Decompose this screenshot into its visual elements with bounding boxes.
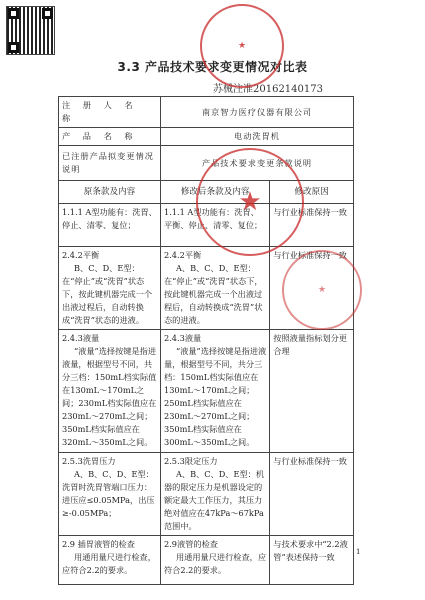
product-row xyxy=(59,128,354,146)
original-cell xyxy=(59,536,161,585)
registrant-value: 南京智力医疗仪器有限公司 xyxy=(160,97,353,128)
modified-text: A、B、C、D、E型：在“停止”或“洗胃”状态下，按此键机器完成一个出液过程后，自动转换成“洗胃”状态的进液。 xyxy=(163,263,263,325)
star-icon: ★ xyxy=(237,41,247,51)
header-reason: 修改原因 xyxy=(270,181,354,204)
star-icon: ★ xyxy=(238,187,262,217)
original-title: 2.5.3洗胃压力 xyxy=(62,456,116,466)
change-value: 产品技术要求变更条款说明 xyxy=(160,146,353,181)
header-modified: 修改后条款及内容 xyxy=(160,181,269,204)
table-row xyxy=(59,453,354,536)
reason-cell: 与行业标准保持一致 xyxy=(270,247,354,330)
company-seal-small xyxy=(282,250,362,330)
original-title: 2.4.2平衡 xyxy=(62,250,100,260)
registration-number: 苏械注准20162140173 xyxy=(213,84,323,95)
reason-cell: 与技术要求中“2.2液管”表述保持一致 xyxy=(270,536,354,585)
modified-text: 用通用量尺进行检查，应符合2.2的要求。 xyxy=(163,552,267,575)
reason-cell: 与行业标准保持一致 xyxy=(270,204,354,247)
product-label: 产 品 名 称 xyxy=(59,128,161,146)
table-row xyxy=(59,536,354,585)
modified-cell xyxy=(160,536,269,585)
modified-title: 2.5.3限定压力 xyxy=(163,456,218,466)
registrant-label: 注 册 人 名 称 xyxy=(59,97,161,128)
original-cell xyxy=(59,330,161,453)
original-title: 2.9 插胃液管的检查 xyxy=(62,539,135,549)
header-original: 原条款及内容 xyxy=(59,181,161,204)
page-number: 1 xyxy=(356,548,361,556)
original-cell xyxy=(59,247,161,330)
modified-text: “液量”选择按键是指进液量，根据型号不同，共分三档：150mL档实际值应在130mL～170mL之间；250mL档实际值应在230mL～270mL之间；350mL档实际值应在300mL～350mL之间。 xyxy=(163,346,267,447)
original-text: A、B、C、D、E型：洗胃时洗胃管端口压力：进压应≤0.05MPa，出压≥-0.05MPa； xyxy=(62,469,155,518)
change-label: 已注册产品拟变更情况说明 xyxy=(59,146,161,181)
company-seal xyxy=(200,4,284,88)
modified-title: 2.4.3液量 xyxy=(163,333,202,343)
product-value: 电动洗胃机 xyxy=(160,128,353,146)
qr-code xyxy=(6,6,55,55)
star-icon: ★ xyxy=(317,285,327,295)
modified-cell xyxy=(160,247,269,330)
reason-cell: 按照液量指标划分更合理 xyxy=(270,330,354,453)
table-row xyxy=(59,330,354,453)
registrant-row xyxy=(59,97,354,128)
original-cell: 1.1.1 A型功能有：洗胃、停止、清零、复位； xyxy=(59,204,161,247)
original-title: 2.4.3液量 xyxy=(62,333,100,343)
original-text: B、C、D、E型：在“停止”或“洗胃”状态下，按此键机器完成一个出液过程后，自动转换成“洗胃”状态的进液。 xyxy=(62,263,153,325)
page-title: 3.3 产品技术要求变更情况对比表 xyxy=(117,60,308,74)
modified-title: 2.9液管的检查 xyxy=(163,539,218,549)
company-seal-large xyxy=(196,148,304,256)
modified-cell: 1.1.1 A型功能有：洗胃、平衡、停止、清零、复位； xyxy=(160,204,269,247)
original-text: “液量”选择按键是指进液量，根据型号不同，共分三档：150mL档实际值在130mL～170mL之间；230mL档实际值应在230mL～270mL之间；350mL档实际值应在320mL～350mL之间。 xyxy=(62,346,157,447)
original-cell xyxy=(59,453,161,536)
reason-cell: 与行业标准保持一致 xyxy=(270,453,354,536)
original-text: 用通用量尺进行检查，应符合2.2的要求。 xyxy=(62,552,156,575)
modified-cell xyxy=(160,453,269,536)
modified-title: 2.4.2平衡 xyxy=(163,250,202,260)
modified-cell xyxy=(160,330,269,453)
modified-text: A、B、C、D、E型：机器的限定压力是机器设定的额定最大工作压力，其压力绝对值应在47kPa～67kPa范围中。 xyxy=(163,469,265,531)
